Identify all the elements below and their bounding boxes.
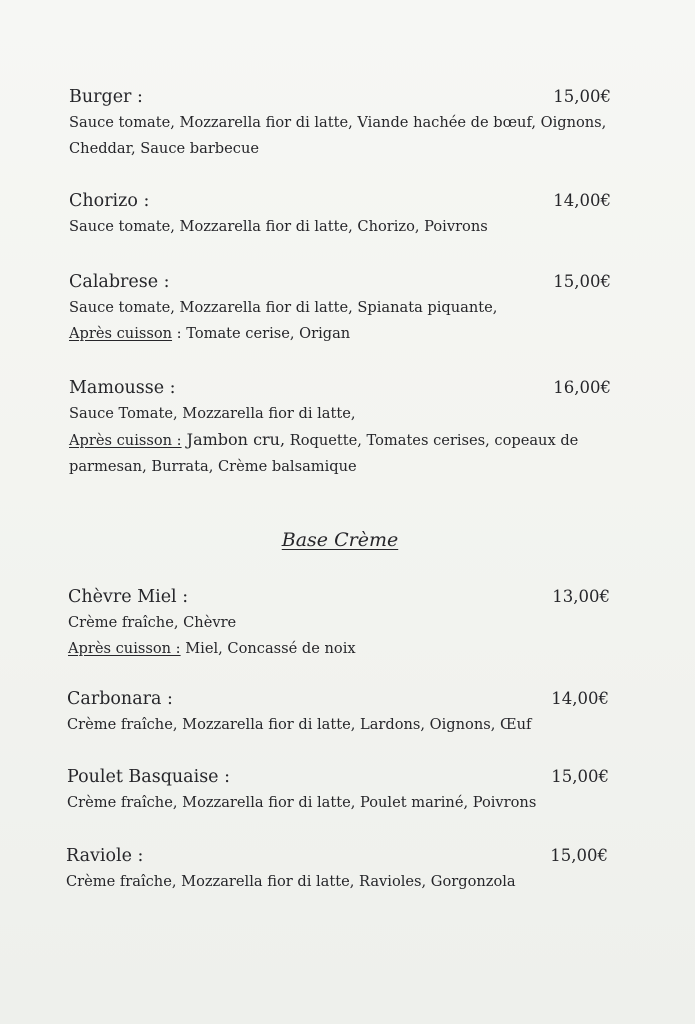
section-title-base-creme: Base Crème xyxy=(281,529,399,551)
item-header xyxy=(69,190,617,214)
item-description-line: Cheddar, Sauce barbecue xyxy=(69,140,259,157)
item-description-line: Crème fraîche, Mozzarella fior di latte, Lardons, Oignons, Œuf xyxy=(67,716,532,733)
item-price: 15,00€ xyxy=(553,87,611,106)
item-description-line: Crème fraîche, Mozzarella fior di latte, Ravioles, Gorgonzola xyxy=(66,873,516,890)
after-cooking-line xyxy=(69,321,617,347)
menu-item-chorizo xyxy=(69,190,617,240)
item-header xyxy=(69,377,617,401)
item-name: Raviole : xyxy=(66,846,144,866)
item-header xyxy=(69,86,617,110)
item-header xyxy=(66,845,614,869)
item-name: Mamousse : xyxy=(69,378,176,398)
item-price: 13,00€ xyxy=(552,587,610,606)
after-cooking-highlight: Jambon cru, xyxy=(181,430,286,449)
after-cooking-label: Après cuisson : xyxy=(68,640,181,657)
item-header xyxy=(67,688,615,712)
item-description-line: Sauce tomate, Mozzarella fior di latte, Viande hachée de bœuf, Oignons, xyxy=(69,114,607,131)
item-name: Carbonara : xyxy=(67,689,173,709)
item-price: 16,00€ xyxy=(553,378,611,397)
menu-item-raviole xyxy=(66,845,614,895)
after-cooking-text: : Tomate cerise, Origan xyxy=(172,325,351,342)
item-price: 14,00€ xyxy=(553,191,611,210)
after-cooking-line xyxy=(69,427,617,454)
item-description-line: Sauce Tomate, Mozzarella fior di latte, xyxy=(69,405,356,422)
item-price: 14,00€ xyxy=(551,689,609,708)
item-header xyxy=(67,766,615,790)
menu-item-chevre-miel xyxy=(68,586,616,662)
item-name: Calabrese : xyxy=(69,272,170,292)
after-cooking-line xyxy=(68,636,616,662)
item-header xyxy=(68,586,616,610)
item-name: Poulet Basquaise : xyxy=(67,767,230,787)
item-description-line: Crème fraîche, Mozzarella fior di latte, Poulet mariné, Poivrons xyxy=(67,794,537,811)
after-cooking-text: Roquette, Tomates cerises, copeaux de xyxy=(285,432,579,449)
after-cooking-text: Miel, Concassé de noix xyxy=(180,640,356,657)
menu-item-calabrese xyxy=(69,271,617,347)
item-price: 15,00€ xyxy=(553,272,611,291)
item-name: Chèvre Miel : xyxy=(68,587,189,607)
item-header xyxy=(69,271,617,295)
item-description-line: parmesan, Burrata, Crème balsamique xyxy=(69,458,357,475)
item-price: 15,00€ xyxy=(550,846,608,865)
menu-item-mamousse xyxy=(69,377,617,480)
item-price: 15,00€ xyxy=(551,767,609,786)
item-description-line: Sauce tomate, Mozzarella fior di latte, Spianata piquante, xyxy=(69,299,498,316)
menu-item-burger xyxy=(69,86,617,162)
item-name: Burger : xyxy=(69,87,143,107)
item-description-line: Crème fraîche, Chèvre xyxy=(68,614,237,631)
menu-item-carbonara xyxy=(67,688,615,738)
menu-item-poulet-basquaise xyxy=(67,766,615,816)
after-cooking-label: Après cuisson xyxy=(69,325,173,342)
after-cooking-label: Après cuisson : xyxy=(69,432,182,449)
item-description-line: Sauce tomate, Mozzarella fior di latte, Chorizo, Poivrons xyxy=(69,218,488,235)
item-name: Chorizo : xyxy=(69,191,150,211)
